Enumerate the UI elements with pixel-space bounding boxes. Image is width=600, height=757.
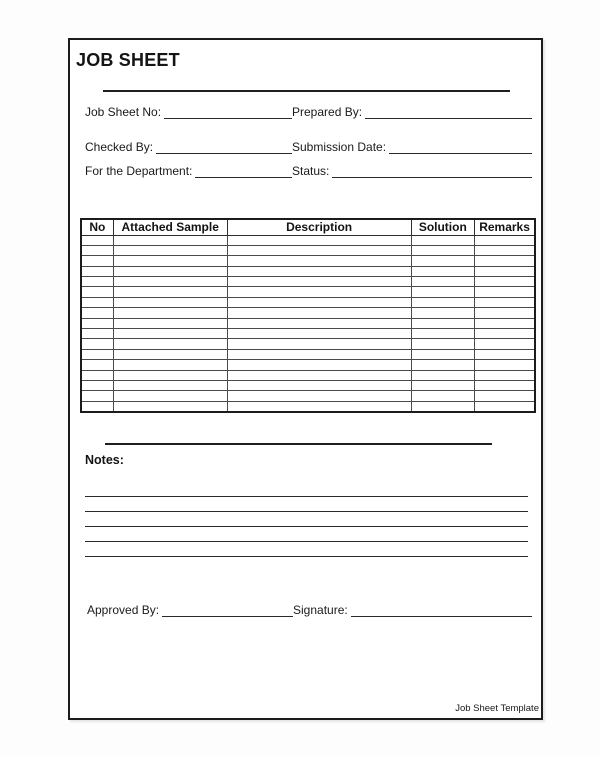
field-label-prepared-by: Prepared By: xyxy=(292,105,363,119)
field-line-approved-by xyxy=(162,604,293,617)
table-cell xyxy=(227,308,411,318)
table-cell xyxy=(81,266,113,276)
table-row xyxy=(81,266,535,276)
table-cell xyxy=(113,277,227,287)
table-row xyxy=(81,329,535,339)
table-cell xyxy=(475,329,535,339)
table-cell xyxy=(411,277,475,287)
table-row xyxy=(81,360,535,370)
table-cell xyxy=(411,349,475,359)
notes-line xyxy=(85,527,528,542)
field-line-department xyxy=(195,165,292,178)
table-cell xyxy=(227,391,411,401)
job-sheet-page xyxy=(68,38,543,720)
table-cell xyxy=(81,339,113,349)
table-cell xyxy=(81,256,113,266)
table-header-row xyxy=(81,219,535,235)
page-title: JOB SHEET xyxy=(76,50,180,70)
table-cell xyxy=(411,297,475,307)
field-line-signature xyxy=(351,604,532,617)
table-cell xyxy=(81,308,113,318)
field-line-checked-by xyxy=(156,141,292,154)
field-label-submission-date: Submission Date: xyxy=(292,140,387,154)
col-header-description: Description xyxy=(227,219,411,235)
notes-lines xyxy=(85,482,528,557)
field-prepared-by xyxy=(292,105,532,119)
table-row xyxy=(81,308,535,318)
notes-divider-line xyxy=(105,443,492,445)
table-cell xyxy=(81,297,113,307)
notes-label: Notes: xyxy=(85,452,124,467)
table-cell xyxy=(411,360,475,370)
table-cell xyxy=(113,245,227,255)
field-status xyxy=(292,164,532,178)
table-cell xyxy=(411,287,475,297)
table-cell xyxy=(113,308,227,318)
field-signature xyxy=(293,603,532,617)
table-row xyxy=(81,256,535,266)
table-cell xyxy=(475,339,535,349)
table-cell xyxy=(81,235,113,245)
table-cell xyxy=(411,318,475,328)
job-items-table xyxy=(80,218,536,413)
table-row xyxy=(81,380,535,390)
table-cell xyxy=(113,287,227,297)
field-label-approved-by: Approved By: xyxy=(87,602,160,617)
field-line-status xyxy=(332,165,532,178)
field-job-sheet-no xyxy=(85,105,292,119)
table-cell xyxy=(81,277,113,287)
table-cell xyxy=(113,360,227,370)
table-cell xyxy=(411,329,475,339)
footer-text: Job Sheet Template xyxy=(455,703,539,714)
table-row xyxy=(81,318,535,328)
field-department xyxy=(85,164,292,178)
table-cell xyxy=(81,391,113,401)
field-approved-by xyxy=(87,603,293,617)
table-cell xyxy=(227,266,411,276)
table-cell xyxy=(113,318,227,328)
table-cell xyxy=(227,245,411,255)
field-row-3 xyxy=(85,163,532,178)
table-cell xyxy=(113,349,227,359)
field-line-prepared-by xyxy=(365,106,532,119)
table-cell xyxy=(411,370,475,380)
table-cell xyxy=(81,370,113,380)
field-label-checked-by: Checked By: xyxy=(85,140,154,154)
field-row-1 xyxy=(85,104,532,119)
table-row xyxy=(81,287,535,297)
table-cell xyxy=(411,256,475,266)
table-cell xyxy=(81,349,113,359)
col-header-no: No xyxy=(81,219,113,235)
table-cell xyxy=(227,287,411,297)
table-cell xyxy=(475,297,535,307)
table-row xyxy=(81,370,535,380)
field-row-2 xyxy=(85,139,532,154)
table-cell xyxy=(81,318,113,328)
approval-row xyxy=(87,602,532,617)
field-label-signature: Signature: xyxy=(293,602,348,617)
table-cell xyxy=(227,329,411,339)
table-cell xyxy=(81,360,113,370)
table-cell xyxy=(475,235,535,245)
table-row xyxy=(81,235,535,245)
table-cell xyxy=(227,235,411,245)
notes-line xyxy=(85,482,528,497)
table-cell xyxy=(113,329,227,339)
field-label-status: Status: xyxy=(292,164,330,178)
table-row xyxy=(81,245,535,255)
table-row xyxy=(81,297,535,307)
table-cell xyxy=(227,318,411,328)
notes-line xyxy=(85,497,528,512)
table-cell xyxy=(81,329,113,339)
table-cell xyxy=(475,277,535,287)
field-label-job-sheet-no: Job Sheet No: xyxy=(85,105,162,119)
notes-line xyxy=(85,542,528,557)
table-cell xyxy=(475,401,535,411)
table-cell xyxy=(475,349,535,359)
table-cell xyxy=(113,339,227,349)
table-cell xyxy=(475,318,535,328)
table-cell xyxy=(227,360,411,370)
table-cell xyxy=(475,256,535,266)
table-cell xyxy=(113,266,227,276)
table-cell xyxy=(81,401,113,411)
table-row xyxy=(81,349,535,359)
table-cell xyxy=(475,360,535,370)
table-cell xyxy=(227,349,411,359)
notes-line xyxy=(85,512,528,527)
table-row xyxy=(81,339,535,349)
table-cell xyxy=(475,391,535,401)
table-cell xyxy=(81,245,113,255)
table-cell xyxy=(475,287,535,297)
field-line-job-sheet-no xyxy=(164,106,292,119)
table-cell xyxy=(227,380,411,390)
table-cell xyxy=(411,401,475,411)
table-cell xyxy=(227,401,411,411)
table-cell xyxy=(113,297,227,307)
table-cell xyxy=(113,391,227,401)
table-cell xyxy=(227,256,411,266)
table-cell xyxy=(227,277,411,287)
table-cell xyxy=(81,380,113,390)
table-cell xyxy=(411,235,475,245)
table-cell xyxy=(113,256,227,266)
table-cell xyxy=(411,391,475,401)
table-cell xyxy=(411,308,475,318)
field-label-department: For the Department: xyxy=(85,164,193,178)
table-cell xyxy=(113,370,227,380)
table-cell xyxy=(411,266,475,276)
table-cell xyxy=(411,245,475,255)
table-cell xyxy=(475,370,535,380)
table-cell xyxy=(475,380,535,390)
col-header-attached-sample: Attached Sample xyxy=(113,219,227,235)
table-cell xyxy=(227,370,411,380)
table-cell xyxy=(475,266,535,276)
table-cell xyxy=(113,401,227,411)
field-submission-date xyxy=(292,140,532,154)
table-cell xyxy=(475,308,535,318)
table-row xyxy=(81,391,535,401)
table-cell xyxy=(227,339,411,349)
col-header-remarks: Remarks xyxy=(475,219,535,235)
table-cell xyxy=(411,380,475,390)
table-row xyxy=(81,277,535,287)
table-cell xyxy=(113,380,227,390)
col-header-solution: Solution xyxy=(411,219,475,235)
table-cell xyxy=(81,287,113,297)
field-line-submission-date xyxy=(389,141,532,154)
title-divider-line xyxy=(103,90,510,92)
table-row xyxy=(81,401,535,411)
table-cell xyxy=(411,339,475,349)
field-checked-by xyxy=(85,140,292,154)
table-cell xyxy=(113,235,227,245)
table-cell xyxy=(227,297,411,307)
table-cell xyxy=(475,245,535,255)
